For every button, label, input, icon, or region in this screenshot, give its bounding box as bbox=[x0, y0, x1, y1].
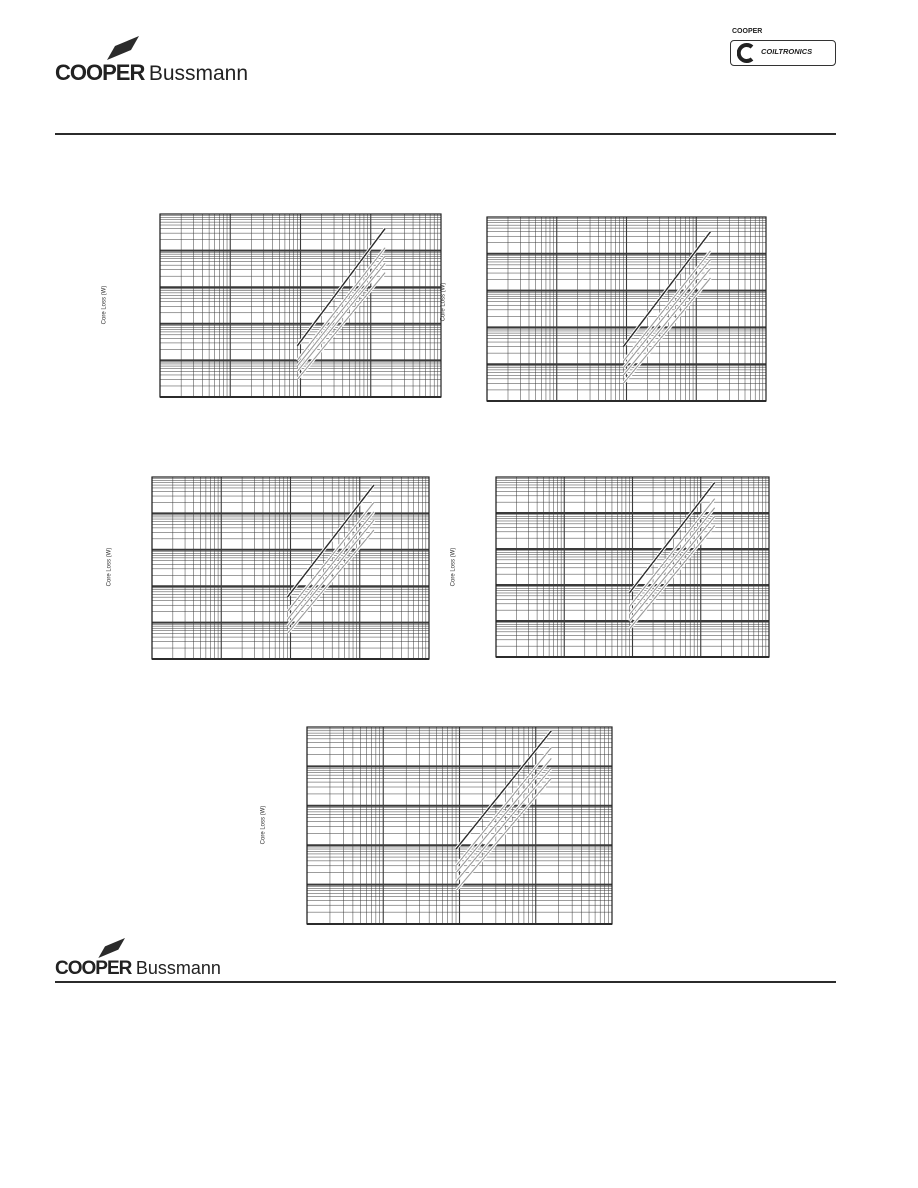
chart-4-ylabel: Core Loss (W) bbox=[450, 547, 457, 587]
chart-grid bbox=[496, 477, 769, 657]
series-line-5 bbox=[456, 778, 551, 890]
logo-slash-icon bbox=[103, 36, 139, 60]
chart-3-svg bbox=[152, 477, 429, 659]
coiltronics-c-icon bbox=[737, 43, 757, 63]
core-loss-chart-5 bbox=[307, 727, 612, 924]
series-line-4 bbox=[623, 268, 710, 375]
chart-1-ylabel: Core Loss (W) bbox=[101, 285, 108, 325]
series-line-4 bbox=[297, 263, 385, 371]
series-line-4 bbox=[456, 768, 551, 881]
badge-box bbox=[730, 40, 836, 66]
chart-5-ylabel: Core Loss (W) bbox=[260, 805, 267, 845]
series-line-3 bbox=[623, 260, 710, 368]
series-line-4 bbox=[629, 516, 714, 621]
series-line-1 bbox=[456, 731, 551, 849]
footer-brand-cooper: COOPER bbox=[55, 958, 132, 979]
chart-1-svg bbox=[160, 214, 441, 397]
chart-2-ylabel: Core Loss (W) bbox=[440, 282, 447, 322]
badge-coiltronics-text: COILTRONICS bbox=[761, 47, 813, 56]
core-loss-chart-2 bbox=[487, 217, 766, 401]
series-line-2 bbox=[623, 251, 710, 361]
core-loss-chart-4 bbox=[496, 477, 769, 657]
chart-3-ylabel: Core Loss (W) bbox=[106, 547, 113, 587]
series-line-3 bbox=[456, 758, 551, 872]
footer-cooper-bussmann-logo bbox=[55, 938, 245, 980]
badge-cooper-text: COOPER bbox=[732, 28, 763, 35]
brand-bussmann: Bussmann bbox=[148, 62, 249, 85]
footer-logo-slash-icon bbox=[95, 938, 125, 958]
chart-5-svg bbox=[307, 727, 612, 924]
chart-4-svg bbox=[496, 477, 769, 657]
chart-grid bbox=[307, 727, 612, 924]
coiltronics-badge bbox=[730, 18, 838, 66]
cooper-bussmann-logo bbox=[55, 36, 275, 86]
header-rule bbox=[55, 133, 836, 135]
series-line-2 bbox=[297, 248, 385, 361]
footer-brand-bussmann: Bussmann bbox=[135, 958, 221, 978]
chart-2-svg bbox=[487, 217, 766, 401]
brand-cooper: COOPER bbox=[55, 60, 145, 85]
core-loss-chart-3 bbox=[152, 477, 429, 659]
series-line-4 bbox=[287, 520, 374, 626]
core-loss-chart-1 bbox=[160, 214, 441, 397]
footer-rule bbox=[55, 981, 836, 983]
